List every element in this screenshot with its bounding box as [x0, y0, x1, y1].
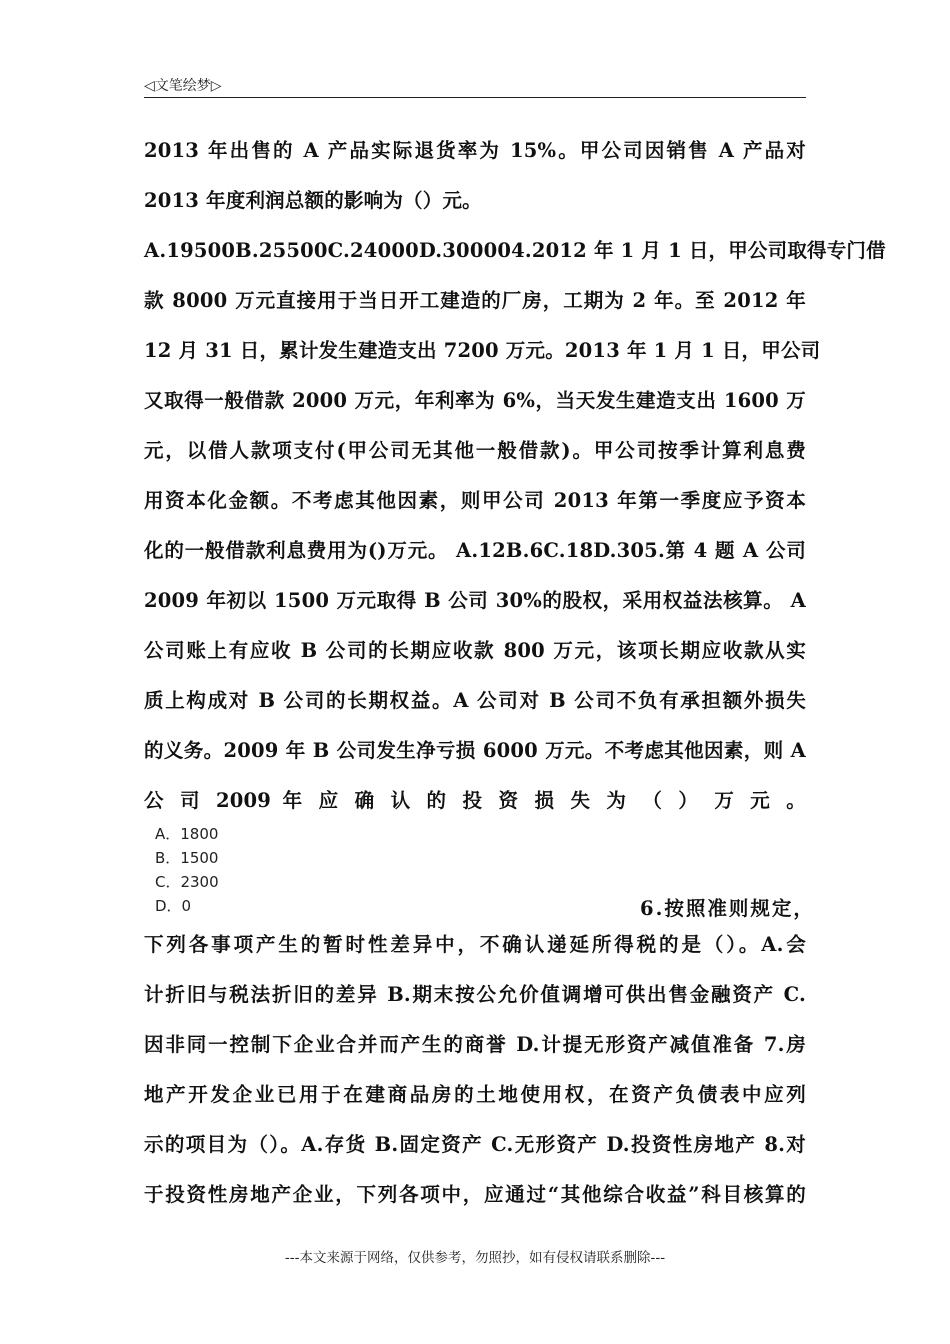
text-line: 因非同一控制下企业合并而产生的商誉 D.计提无形资产减值准备 7.房 [144, 1033, 806, 1056]
text-line: 2009 年初以 1500 万元取得 B 公司 30%的股权，采用权益法核算。 A [144, 589, 806, 612]
text-line: 2013 年度利润总额的影响为（）元。 [144, 189, 482, 212]
text-line: 又取得一般借款 2000 万元，年利率为 6%，当天发生建造支出 1600 万 [144, 389, 806, 412]
option-d: D．0 [155, 897, 192, 915]
text-line: 下列各事项产生的暂时性差异中，不确认递延所得税的是（）。A.会 [144, 933, 806, 956]
header-title: ◁文笔绘梦▷ [144, 78, 222, 94]
option-b: B．1500 [155, 849, 219, 867]
text-line: 公司账上有应收 B 公司的长期应收款 800 万元，该项长期应收款从实 [144, 639, 806, 662]
text-line: A.19500B.25500C.24000D.300004.2012 年 1 月 1 日，甲公司取得专门借 [144, 239, 886, 262]
text-line: 2013 年出售的 A 产品实际退货率为 15%。甲公司因销售 A 产品对 [144, 139, 806, 162]
text-line: 质上构成对 B 公司的长期权益。A 公司对 B 公司不负有承担额外损失 [144, 689, 806, 712]
text-line: 用资本化金额。不考虑其他因素，则甲公司 2013 年第一季度应予资本 [144, 489, 806, 512]
option-c: C．2300 [155, 873, 219, 891]
option-a: A．1800 [155, 825, 219, 843]
text-line: 于投资性房地产企业，下列各项中，应通过“其他综合收益”科目核算的 [144, 1183, 806, 1206]
text-line: 计折旧与税法折旧的差异 B.期末按公允价值调增可供出售金融资产 C. [144, 983, 806, 1006]
question-6-start: 6.按照准则规定， [640, 897, 815, 920]
text-line: 12 月 31 日，累计发生建造支出 7200 万元。2013 年 1 月 1 日，甲公司 [144, 339, 821, 362]
page-header [144, 73, 806, 98]
page-footer: ---本文来源于网络，仅供参考，勿照抄，如有侵权请联系删除--- [284, 1250, 666, 1266]
question-text-block-2 [144, 920, 806, 1220]
text-line: 的义务。2009 年 B 公司发生净亏损 6000 万元。不考虑其他因素，则 A [144, 739, 806, 762]
text-line: 地产开发企业已用于在建商品房的土地使用权，在资产负债表中应列 [144, 1083, 806, 1106]
text-line: 款 8000 万元直接用于当日开工建造的厂房，工期为 2 年。至 2012 年 [144, 289, 806, 312]
answer-options [155, 822, 219, 918]
text-line: 公 司 2009 年 应 确 认 的 投 资 损 失 为 （ ） 万 元 。 [144, 789, 806, 812]
text-line: 元，以借人款项支付(甲公司无其他一般借款)。甲公司按季计算利息费 [144, 439, 806, 462]
text-line: 化的一般借款利息费用为()万元。 A.12B.6C.18D.305.第 4 题 A 公司 [144, 539, 806, 562]
text-line: 示的项目为（）。A.存货 B.固定资产 C.无形资产 D.投资性房地产 8.对 [144, 1133, 806, 1156]
question-text-block-1 [144, 126, 886, 826]
